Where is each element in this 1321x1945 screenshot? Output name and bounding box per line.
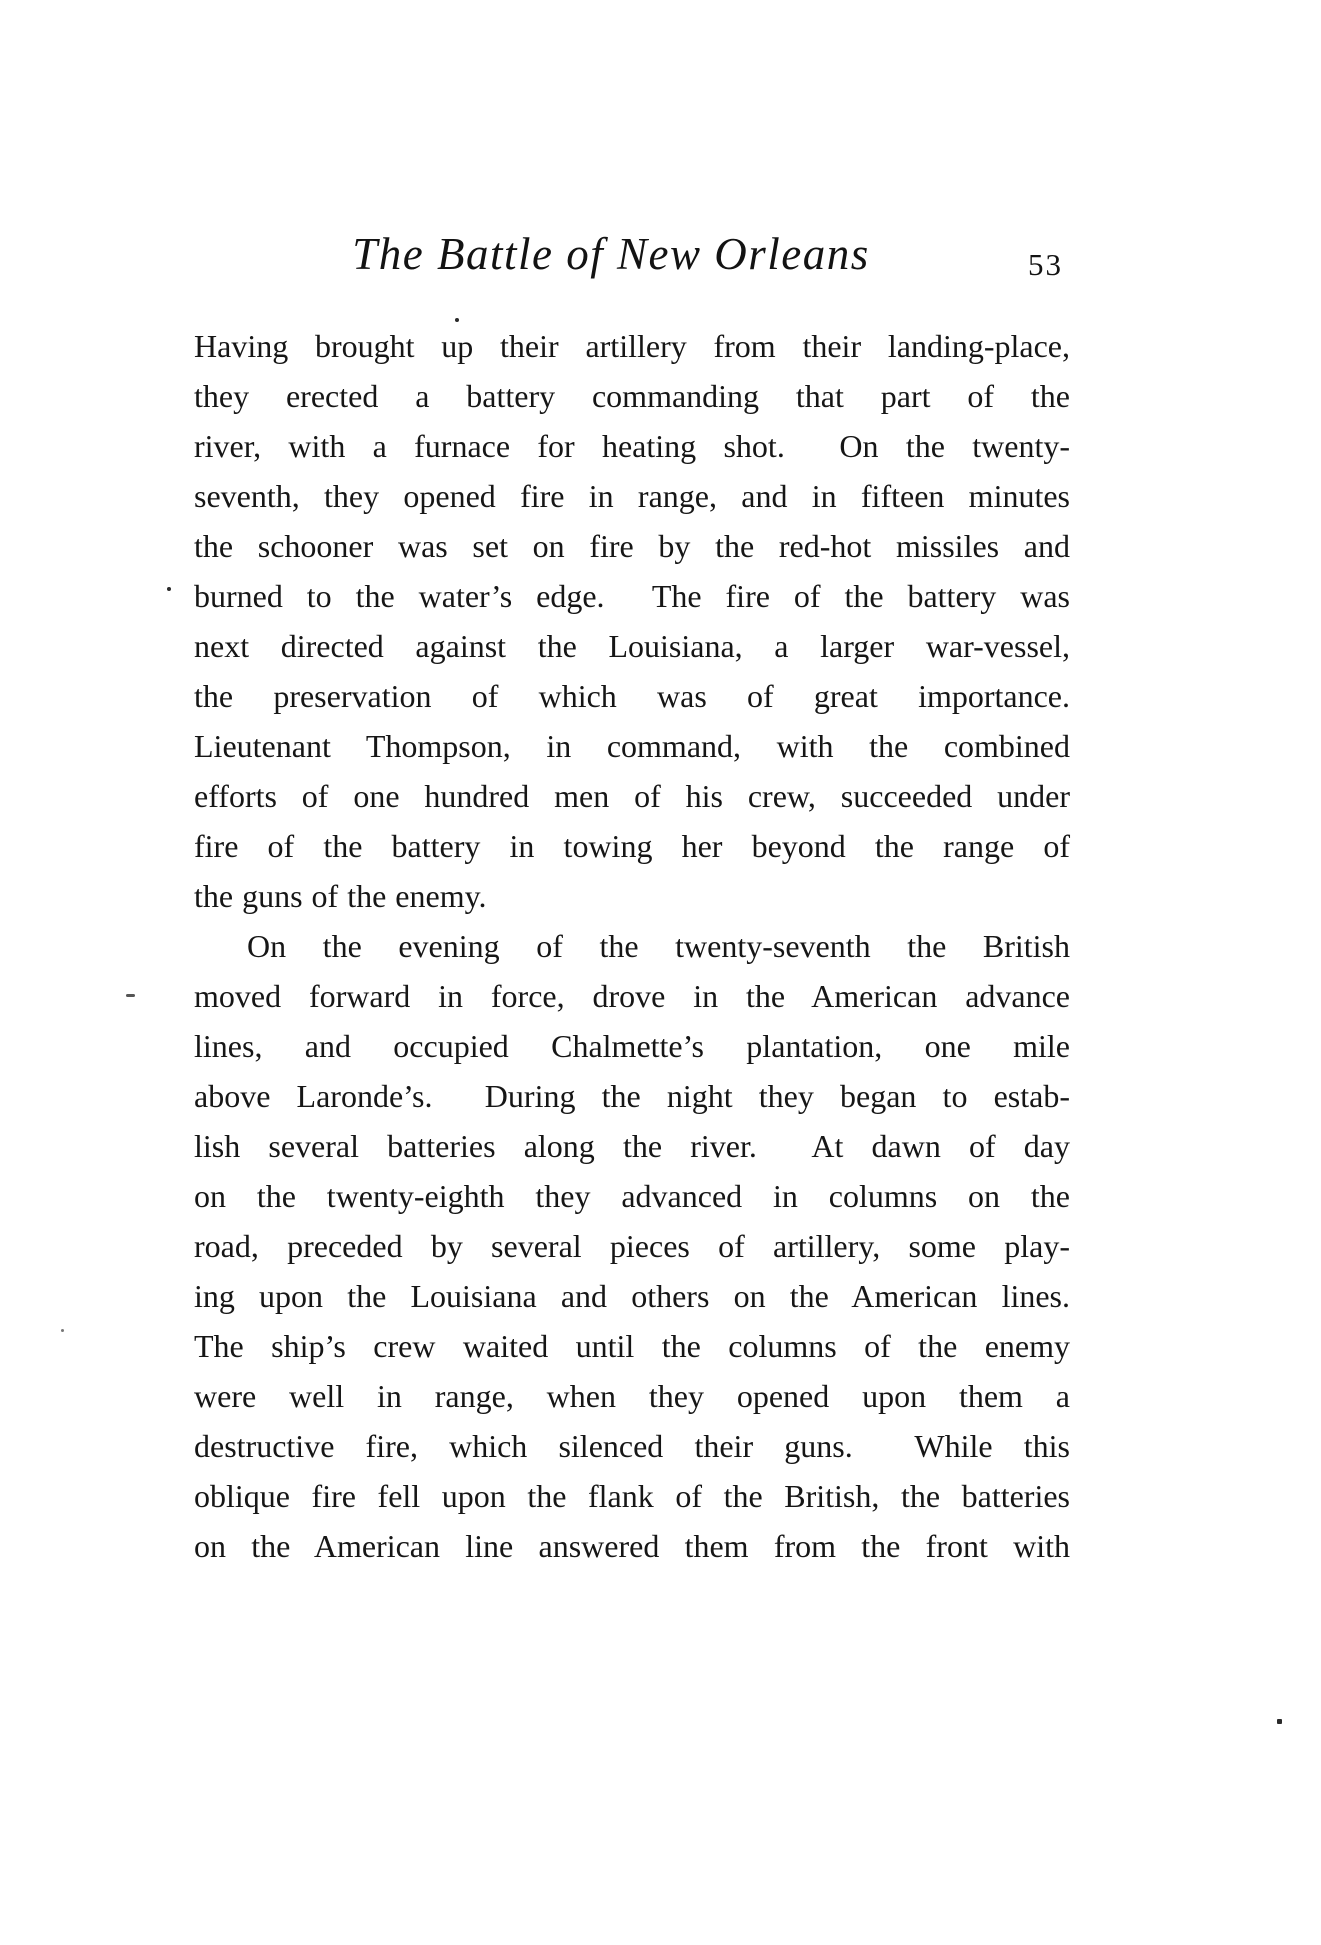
- page-number: 53: [1028, 247, 1063, 282]
- text-line: Having brought up their artillery from their landing-place,: [194, 328, 1070, 364]
- paragraph-1: [194, 321, 1070, 921]
- text-line: lines, and occupied Chalmette’s plantation, one mile: [194, 1028, 1070, 1064]
- text-line: lish several batteries along the river. At dawn of day: [194, 1128, 1070, 1164]
- text-line: they erected a battery commanding that part of the: [194, 378, 1070, 414]
- text-line: the guns of the enemy.: [194, 878, 487, 914]
- running-header-title: The Battle of New Orleans: [352, 229, 870, 279]
- body-text: [194, 321, 1070, 1571]
- text-line: were well in range, when they opened upon them a: [194, 1378, 1070, 1414]
- text-line: on the twenty-eighth they advanced in columns on the: [194, 1178, 1070, 1214]
- text-line: ing upon the Louisiana and others on the American lines.: [194, 1278, 1070, 1314]
- text-line: fire of the battery in towing her beyond the range of: [194, 828, 1070, 864]
- scan-artifact-dot: [1277, 1719, 1282, 1724]
- text-line: destructive fire, which silenced their guns. While this: [194, 1428, 1070, 1464]
- scan-artifact-dash: [126, 994, 135, 997]
- text-line: next directed against the Louisiana, a larger war-vessel,: [194, 628, 1070, 664]
- scan-artifact-dot: [61, 1329, 64, 1332]
- text-line: moved forward in force, drove in the American advance: [194, 978, 1070, 1014]
- scan-artifact-dot: [167, 587, 171, 591]
- text-line: river, with a furnace for heating shot. On the twenty-: [194, 428, 1070, 464]
- scan-artifact-dot: [455, 318, 459, 322]
- text-line: on the American line answered them from the front with: [194, 1528, 1070, 1564]
- paragraph-2: [194, 921, 1070, 1571]
- text-line: Lieutenant Thompson, in command, with the combined: [194, 728, 1070, 764]
- text-line: above Laronde’s. During the night they began to estab-: [194, 1078, 1070, 1114]
- text-line: The ship’s crew waited until the columns of the enemy: [194, 1328, 1070, 1364]
- text-line: seventh, they opened fire in range, and in fifteen minutes: [194, 478, 1070, 514]
- text-line: efforts of one hundred men of his crew, succeeded under: [194, 778, 1070, 814]
- text-line: oblique fire fell upon the flank of the British, the batteries: [194, 1478, 1070, 1514]
- text-line: the preservation of which was of great importance.: [194, 678, 1070, 714]
- text-line: the schooner was set on fire by the red-hot missiles and: [194, 528, 1070, 564]
- text-line: On the evening of the twenty-seventh the British: [247, 928, 1070, 964]
- text-line: road, preceded by several pieces of artillery, some play-: [194, 1228, 1070, 1264]
- text-line: burned to the water’s edge. The fire of the battery was: [194, 578, 1070, 614]
